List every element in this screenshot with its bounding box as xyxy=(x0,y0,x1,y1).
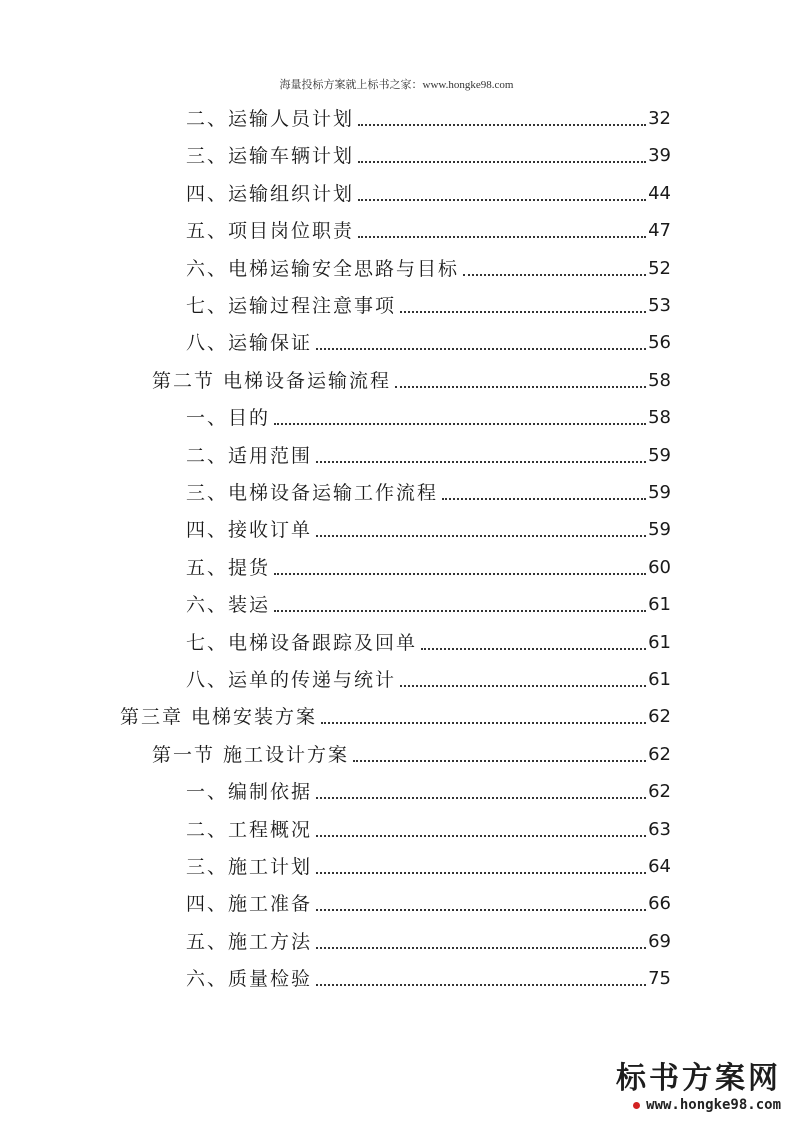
dot-leader xyxy=(316,461,646,463)
toc-entry[interactable] xyxy=(186,405,671,431)
toc-entry-title: 三、电梯设备运输工作流程 xyxy=(186,482,439,504)
dot-leader xyxy=(316,872,646,874)
toc-entry[interactable] xyxy=(186,891,671,917)
toc-entry[interactable] xyxy=(186,667,671,693)
dot-leader xyxy=(395,386,646,388)
toc-page-number: 64 xyxy=(648,856,671,877)
page-header: 海量投标方案就上标书之家：www.hongke98.com xyxy=(279,79,514,91)
toc-page-number: 75 xyxy=(648,968,671,990)
toc-entry-title: 一、目的 xyxy=(186,407,271,430)
dot-leader xyxy=(274,423,646,425)
toc-page-number: 61 xyxy=(648,631,671,653)
toc-entry-title: 第三章 电梯安装方案 xyxy=(120,706,318,729)
toc-entry-title: 四、接收订单 xyxy=(186,519,313,542)
toc-entry[interactable] xyxy=(186,929,671,955)
toc-entry-title: 七、运输过程注意事项 xyxy=(186,295,397,317)
toc-page-number: 39 xyxy=(648,145,671,167)
toc-entry[interactable] xyxy=(186,218,671,244)
toc-entry-title: 五、提货 xyxy=(186,556,271,579)
toc-page-number: 58 xyxy=(648,407,671,429)
dot-leader xyxy=(316,947,646,949)
toc-page-number: 58 xyxy=(648,369,671,391)
toc-entry[interactable] xyxy=(186,966,671,992)
dot-leader xyxy=(358,161,646,163)
toc-page-number: 44 xyxy=(648,182,671,204)
dot-leader xyxy=(316,535,646,537)
toc-entry-title: 三、运输车辆计划 xyxy=(186,145,355,168)
toc-entry[interactable] xyxy=(186,293,671,319)
dot-leader xyxy=(316,909,646,911)
toc-entry-title: 五、施工方法 xyxy=(186,930,313,953)
toc-page-number: 59 xyxy=(648,482,671,503)
toc-entry[interactable] xyxy=(186,630,671,656)
toc-entry[interactable] xyxy=(152,368,671,394)
toc-entry[interactable] xyxy=(186,779,671,805)
toc-entry[interactable] xyxy=(186,256,671,282)
toc-entry[interactable] xyxy=(186,555,671,581)
dot-leader xyxy=(400,685,646,687)
toc-page-number: 66 xyxy=(648,893,671,915)
dot-leader xyxy=(316,835,646,837)
dot-leader xyxy=(321,722,646,724)
toc-entry-title: 五、项目岗位职责 xyxy=(186,220,355,243)
toc-page-number: 62 xyxy=(648,743,671,765)
toc-entry-title: 第二节 电梯设备运输流程 xyxy=(152,369,392,392)
toc-page-number: 59 xyxy=(648,444,671,466)
bullet-dot-icon xyxy=(633,1102,640,1109)
toc-entry[interactable] xyxy=(186,330,671,356)
watermark-url: www.hongke98.com xyxy=(646,1097,781,1113)
toc-entry[interactable] xyxy=(152,742,671,768)
dot-leader xyxy=(353,760,646,762)
toc-page-number: 69 xyxy=(648,930,671,952)
toc-entry-title: 四、施工准备 xyxy=(186,893,313,916)
toc-entry-title: 六、质量检验 xyxy=(186,968,313,991)
toc-page-number: 63 xyxy=(648,818,671,840)
toc-entry[interactable] xyxy=(186,817,671,843)
toc-entry[interactable] xyxy=(186,592,671,618)
watermark-title: 标书方案网 xyxy=(616,1061,781,1096)
toc-entry-title: 六、电梯运输安全思路与目标 xyxy=(186,257,460,280)
toc-page-number: 56 xyxy=(648,332,671,354)
dot-leader xyxy=(400,311,646,313)
toc-page-number: 52 xyxy=(648,257,671,279)
toc-entry[interactable] xyxy=(186,480,671,506)
toc-entry-title: 八、运输保证 xyxy=(186,332,313,355)
toc-entry-title: 八、运单的传递与统计 xyxy=(186,669,397,691)
toc-entry-title: 二、工程概况 xyxy=(186,818,313,841)
toc-entry[interactable] xyxy=(186,106,671,132)
toc-entry[interactable] xyxy=(186,181,671,207)
toc-page-number: 53 xyxy=(648,295,671,316)
toc-entry[interactable] xyxy=(186,443,671,469)
toc-page-number: 61 xyxy=(648,594,671,616)
toc-entry-title: 二、运输人员计划 xyxy=(186,108,355,130)
toc-page-number: 59 xyxy=(648,519,671,541)
toc-page-number: 62 xyxy=(648,781,671,803)
toc-entry-title: 四、运输组织计划 xyxy=(186,182,355,205)
toc-page-number: 61 xyxy=(648,669,671,690)
toc-entry[interactable] xyxy=(186,143,671,169)
toc-entry[interactable] xyxy=(186,517,671,543)
toc-entry-title: 七、电梯设备跟踪及回单 xyxy=(186,631,418,654)
dot-leader xyxy=(316,984,646,986)
dot-leader xyxy=(463,274,646,276)
toc-entry-title: 一、编制依据 xyxy=(186,781,313,804)
toc-entry[interactable] xyxy=(186,854,671,880)
toc-page-number: 47 xyxy=(648,220,671,242)
toc-entry-title: 六、装运 xyxy=(186,594,271,617)
toc-page-number: 60 xyxy=(648,556,671,578)
dot-leader xyxy=(421,648,646,650)
dot-leader xyxy=(358,236,646,238)
watermark-url-row xyxy=(616,1096,781,1114)
dot-leader xyxy=(274,610,646,612)
dot-leader xyxy=(274,573,646,575)
dot-leader xyxy=(316,348,646,350)
dot-leader xyxy=(442,498,646,500)
watermark-logo xyxy=(616,1062,781,1114)
toc-page-number: 32 xyxy=(648,108,671,129)
toc-page-number: 62 xyxy=(648,706,671,728)
toc-entry-title: 二、适用范围 xyxy=(186,444,313,467)
dot-leader xyxy=(358,124,646,126)
dot-leader xyxy=(358,199,646,201)
dot-leader xyxy=(316,797,646,799)
toc-entry-title: 三、施工计划 xyxy=(186,856,313,878)
toc-entry-title: 第一节 施工设计方案 xyxy=(152,743,350,766)
toc-entry[interactable] xyxy=(120,704,671,730)
